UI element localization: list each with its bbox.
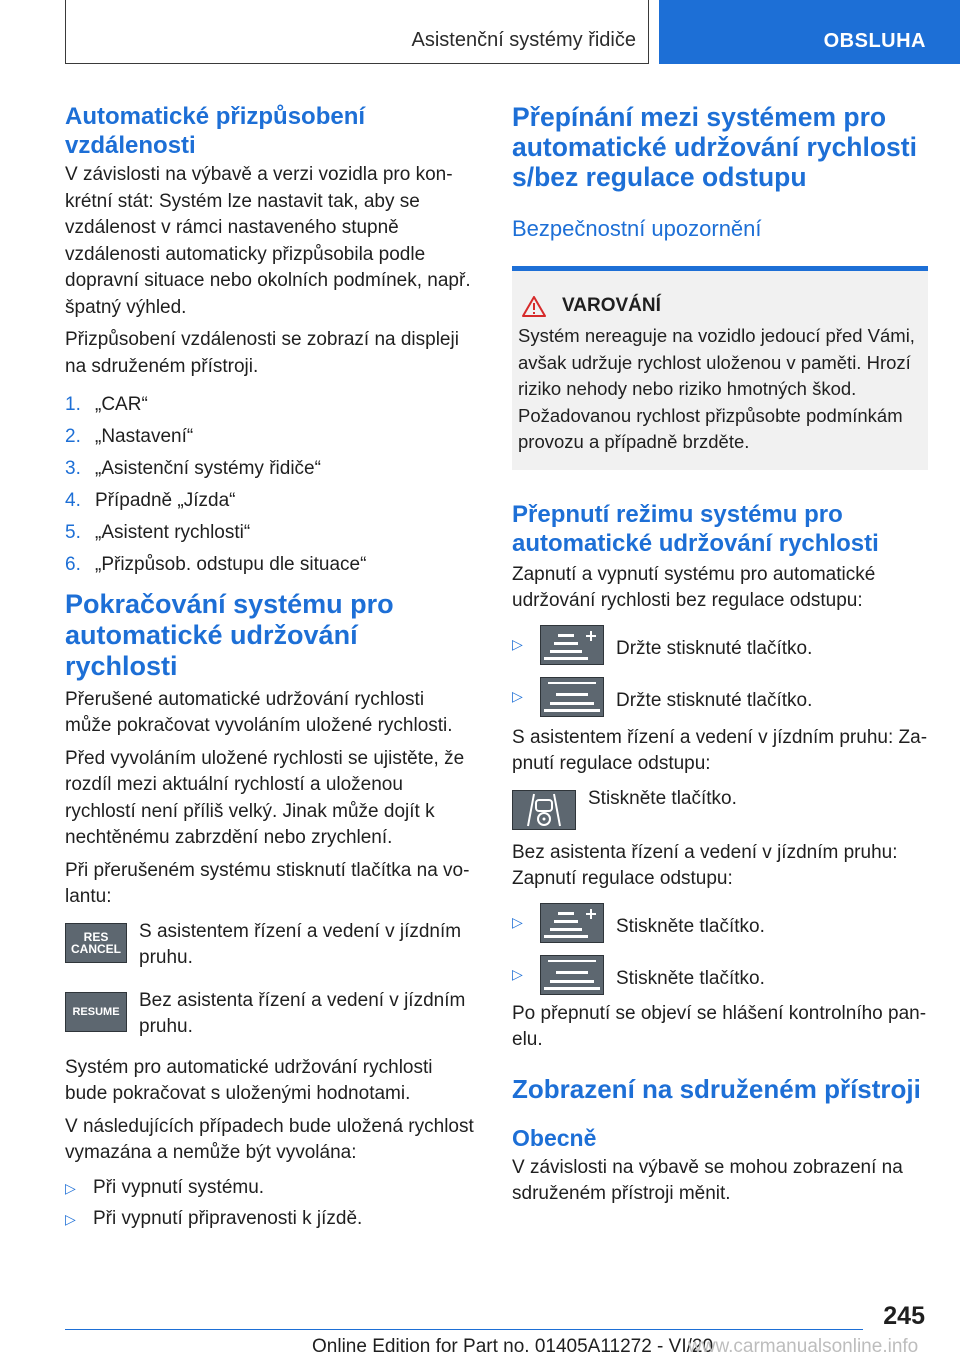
list-item (65, 488, 475, 515)
bullet-triangle-icon: ▷ (65, 1211, 76, 1227)
bullet-triangle-icon: ▷ (512, 966, 523, 983)
res-label: RES (83, 929, 109, 944)
step-row (512, 787, 928, 830)
watermark-text: www.carmanualsonline.info (688, 1336, 919, 1357)
res-cancel-row (65, 920, 475, 972)
bullet-list (65, 1175, 475, 1233)
step-text: „Nastavení“ (95, 426, 194, 447)
paragraph: Při přerušeném systému stisknutí tlačítka na volantu: (65, 859, 470, 907)
resume-description: Bez asistenta řízení a vedení v jízdním pruhu. (139, 989, 466, 1037)
list-item (65, 552, 475, 579)
section-title: OBSLUHA (823, 30, 926, 52)
list-item (65, 1175, 475, 1202)
bullet-text: Při vypnutí připravenosti k jízdě. (93, 1208, 363, 1229)
cancel-label: CANCEL (71, 941, 121, 956)
header-section-tab (659, 0, 960, 64)
paragraph: V následujících případech bude uložená rychlost vymazána a nemůže být vyvolána: (65, 1115, 474, 1163)
resume-button-icon (65, 992, 127, 1032)
paragraph: S asistentem řízení a vedení v jízdním pruhu: Zapnutí regulace odstupu: (512, 726, 928, 774)
warning-box (512, 266, 928, 470)
list-item (65, 456, 475, 483)
paragraph: V závislosti na výbavě se mohou zobrazení na sdruženém přístroji měnit. (512, 1156, 903, 1204)
step-text: Případně „Jízda“ (95, 490, 236, 511)
step-number: 3. (65, 458, 81, 479)
paragraph: Přerušené automatické udržování rychlosti může pokračovat vyvoláním uložené rychlosti. (65, 688, 453, 736)
warning-header (522, 295, 922, 317)
list-item (65, 1206, 475, 1233)
paragraph: Přizpůsobení vzdálenosti se zobrazí na displeji na sdruženém přístroji. (65, 329, 459, 377)
step-description: Držte stisknuté tlačítko. (616, 690, 813, 712)
paragraph: Bez asistenta řízení a vedení v jízdním pruhu: Zapnutí regulace odstupu: (512, 841, 898, 889)
heading-cluster-display: Zobrazení na sdruženém přístroji (512, 1073, 921, 1104)
left-column (65, 102, 475, 1238)
bullet-triangle-icon: ▷ (65, 1179, 76, 1196)
step-text: „Přizpůsob. odstupu dle situace“ (95, 554, 367, 575)
list-item (65, 392, 475, 419)
step-number: 5. (65, 522, 81, 543)
warning-title: VAROVÁNÍ (562, 295, 661, 316)
distance-plus-button-icon (540, 625, 604, 665)
edition-text: Online Edition for Part no. 01405A11272 - VI/20 (312, 1336, 714, 1357)
step-description: Stiskněte tlačítko. (616, 968, 765, 990)
step-row (512, 955, 928, 995)
heading-switch-cruise-mode: Přepnutí režimu systému pro automatické udržování rychlosti (512, 500, 879, 557)
step-number: 1. (65, 394, 81, 415)
resume-label: RESUME (72, 1005, 120, 1018)
footer-divider (65, 1329, 863, 1330)
paragraph: Systém pro automatické udržování rychlosti bude pokračovat s uloženými hodnotami. (65, 1056, 433, 1104)
header-chapter-box (65, 0, 649, 64)
warning-triangle-icon (522, 296, 546, 317)
paragraph: Po přepnutí se objeví se hlášení kontrolního panelu. (512, 1002, 927, 1050)
page-number: 245 (883, 1302, 925, 1330)
chapter-title: Asistenční systémy řidiče (411, 29, 636, 51)
step-description: Držte stisknuté tlačítko. (616, 638, 813, 660)
step-text: „Asistent rychlosti“ (95, 522, 251, 543)
step-number: 6. (65, 554, 81, 575)
step-row (512, 625, 928, 665)
res-cancel-description: S asistentem řízení a vedení v jízdním pruhu. (139, 920, 462, 968)
step-number: 2. (65, 426, 81, 447)
warning-text: Systém nereaguje na vozidlo jedoucí před Vámi, avšak udržuje rychlost uloženou v paměti. Hrozí riziko nehody nebo riziko hmotných škod. Požadovanou rychlost přizpůsobte podmínkám provozu a případně brzděte. (518, 325, 915, 452)
heading-general: Obecně (512, 1124, 597, 1151)
steps-list (65, 392, 475, 579)
bullet-triangle-icon: ▷ (512, 688, 523, 705)
list-item (65, 424, 475, 451)
lane-assist-button-icon (512, 790, 576, 830)
heading-resume-cruise: Pokračování systému pro automatické udržování rychlosti (65, 588, 394, 681)
distance-minus-button-icon (540, 677, 604, 717)
step-text: „Asistenční systémy řidiče“ (95, 458, 321, 479)
step-row (512, 903, 928, 943)
step-text: „CAR“ (95, 394, 148, 415)
heading-distance-adaptation: Automatické přizpůsobení vzdálenosti (65, 103, 366, 159)
bullet-text: Při vypnutí systému. (93, 1176, 265, 1198)
paragraph: Před vyvoláním uložené rychlosti se ujistěte, že rozdíl mezi aktuální rychlostí a uloženou rychlostí není příliš velký. Jinak může dojít k nechtěnému zabrzdění nebo zrychlení. (65, 747, 465, 848)
list-item (65, 520, 475, 547)
distance-minus-button-icon (540, 955, 604, 995)
step-description: Stiskněte tlačítko. (588, 787, 737, 809)
res-cancel-button-icon (65, 923, 127, 963)
paragraph: V závislosti na výbavě a verzi vozidla pro konkrétní stát: Systém lze nastavit tak, aby se vzdálenost v rámci nastaveného stupně vzdálenosti automaticky přizpůsobila podle dopravní situace nebo okolních podmínek, např. špatný výhled. (65, 164, 471, 318)
paragraph: Zapnutí a vypnutí systému pro automatické udržování rychlosti bez regulace odstupu: (512, 563, 876, 611)
right-column (512, 102, 928, 1208)
bullet-triangle-icon: ▷ (512, 636, 523, 653)
heading-switch-mode: Přepínání mezi systémem pro automatické udržování rychlosti s/bez regulace odstupu (512, 102, 917, 192)
step-number: 4. (65, 490, 81, 511)
bullet-triangle-icon: ▷ (512, 914, 523, 931)
step-row (512, 677, 928, 717)
heading-safety-notes: Bezpečnostní upozornění (512, 216, 762, 241)
resume-row (65, 989, 475, 1041)
distance-plus-button-icon (540, 903, 604, 943)
step-description: Stiskněte tlačítko. (616, 916, 765, 938)
